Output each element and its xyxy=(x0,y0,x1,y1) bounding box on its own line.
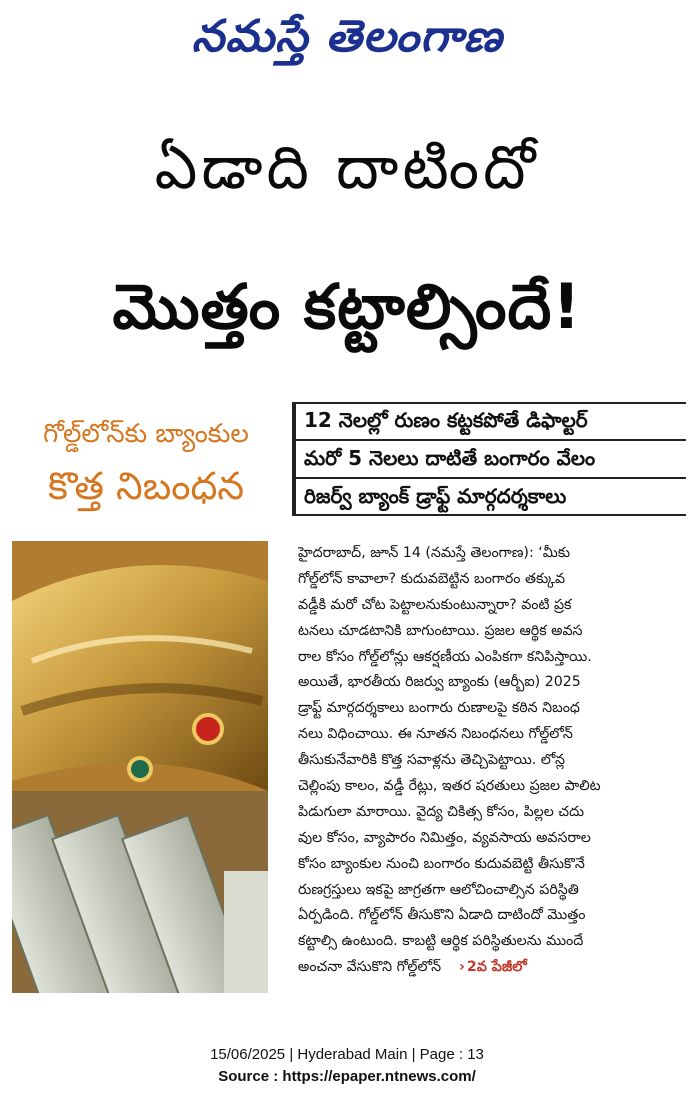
article-line: పిడుగులా మారాయి. వైద్య చికిత్స కోసం, పిల్లల చదు xyxy=(298,803,585,820)
masthead-logo: నమస్తే తెలంగాణ xyxy=(191,11,503,62)
article-line: కోసం బ్యాంకుల నుంచి బంగారం కుదువబెట్టి తీసుకొనే xyxy=(298,855,585,872)
article-line: నలు విధించాయి. ఈ నూతన నిబంధనలు గోల్డ్‌లోన్‌ xyxy=(298,726,573,743)
subhead-2: మరో 5 నెలలు దాటితే బంగారం వేలం xyxy=(304,446,596,470)
headline-line-2: మొత్తం కట్టాల్సిందే! xyxy=(112,270,582,343)
article-line-text: అంచనా వేసుకొని గోల్డ్‌లోన్‌ xyxy=(298,959,442,976)
article-line: రుణగ్రస్తులు ఇకపై జాగ్రతగా ఆలోచించాల్సిన పరిస్థితి xyxy=(298,881,579,898)
footer-edition-info: 15/06/2025 | Hyderabad Main | Page : 13 xyxy=(210,1046,484,1063)
ruby-stone-icon xyxy=(194,715,222,743)
article-line: డ్రాఫ్ట్‌ మార్గదర్శకాలు బంగారు రుణాలపై కఠిన నిబంధ xyxy=(298,700,580,717)
emerald-stone-icon xyxy=(129,758,151,780)
article-line: వడ్డీకి మరో చోట పెట్టాలనుకుంటున్నారా? వంటి ప్రక xyxy=(298,596,572,613)
article-line: రాల కోసం గోల్డ్‌లోన్లు ఆకర్షణీయ ఎంపికగా కనిపిస్తాయి. xyxy=(298,648,592,665)
subhead-1: 12 నెలల్లో రుణం కట్టకపోతే డిఫాల్టర్ xyxy=(304,408,588,432)
article-line xyxy=(298,955,688,981)
article-line: ఏర్పడింది. గోల్డ్‌లోన్‌ తీసుకొని ఏడాది దాటిందో మొత్తం xyxy=(298,907,586,924)
subhead-vertical-rule xyxy=(292,402,296,514)
article-line: హైదరాబాద్‌, జూన్‌ 14 (నమస్తే తెలంగాణ): ‘మీకు xyxy=(298,545,571,561)
subhead-3: రిజర్వ్‌ బ్యాంక్‌ డ్రాఫ్ట్‌ మార్గదర్శకాలు xyxy=(304,484,567,508)
masthead xyxy=(0,4,694,70)
article-photo xyxy=(12,541,268,993)
kicker-line-2: కొత్త నిబంధన xyxy=(48,464,244,508)
headline-line-1: ఏడాది దాటిందో xyxy=(154,133,540,203)
continued-on-page-link[interactable]: 2వ పేజీలో xyxy=(466,959,527,976)
article-line: చెల్లింపు కాలం, వడ్డీ రేట్లు, ఇతర షరతులు ప్రజల పాలిట xyxy=(298,778,601,795)
kicker-line-1: గోల్డ్‌లోన్‌కు బ్యాంకుల xyxy=(43,419,249,449)
subhead-rule-bottom xyxy=(292,514,686,516)
article-line: వుల కోసం, వ్యాపారం నిమిత్తం, వ్యవసాయ అవసరాల xyxy=(298,829,591,846)
article-line: తీసుకునేవారికి కొత్త సవాళ్లను తెచ్చిపెట్టాయి. లోన్ల xyxy=(298,752,566,769)
article-line: గోల్డ్‌లోన్‌ కావాలా? కుదువబెట్టిన బంగారం తక్కువ xyxy=(298,570,566,587)
article-body xyxy=(298,541,688,981)
gold-and-notes-illustration xyxy=(12,541,268,993)
article-line: అయితే, భారతీయ రిజర్వు బ్యాంకు (ఆర్బీఐ) 2025 xyxy=(298,674,581,691)
footer-source-link[interactable]: Source : https://epaper.ntnews.com/ xyxy=(218,1068,476,1085)
article-line: కట్టాల్సి ఉంటుంది. కాబట్టి ఆర్థిక పరిస్థితులను ముందే xyxy=(298,933,584,950)
continued-arrow-icon: › xyxy=(459,959,465,976)
article-line: టనలు చూడటానికి బాగుంటాయి. ప్రజల ఆర్థిక అవస xyxy=(298,622,583,639)
